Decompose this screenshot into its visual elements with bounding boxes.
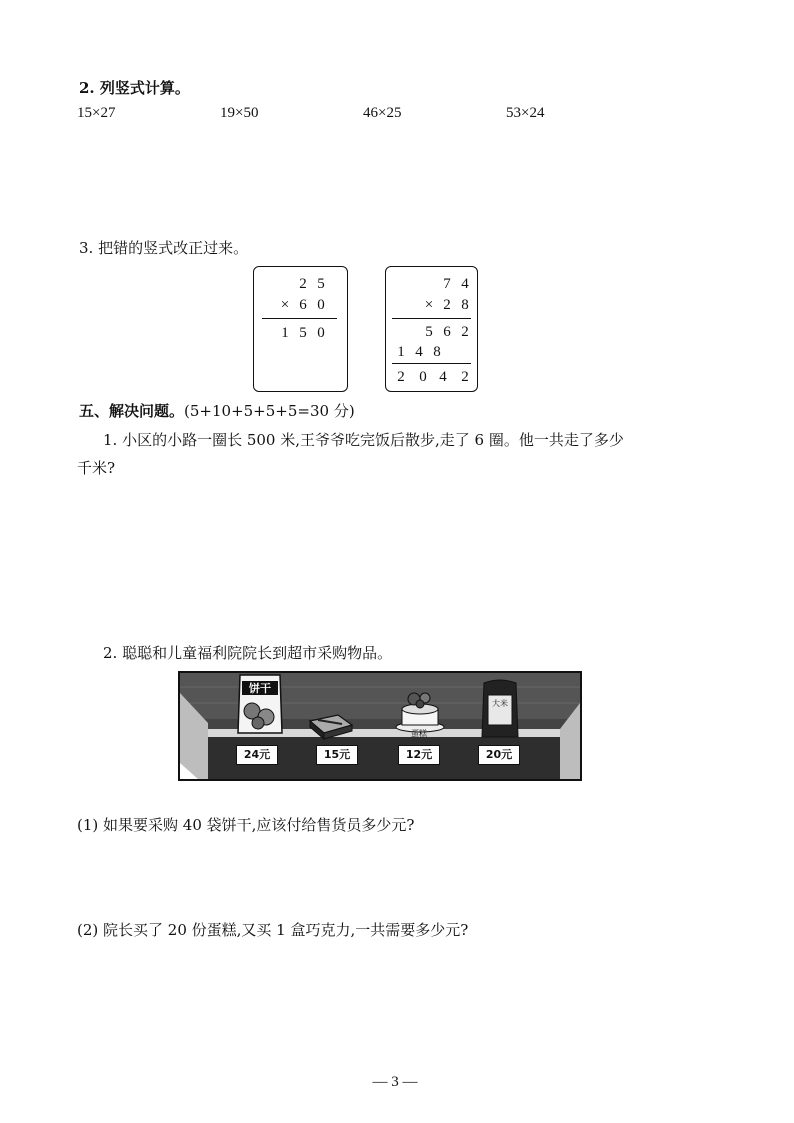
q3-title: 3. 把错的竖式改正过来。 [79,239,249,257]
digit: 2 [461,324,469,340]
price-tag-rice: 20元 [478,745,520,765]
problem-1-line-1: 1. 小区的小路一圈长 500 米,王爷爷吃完饭后散步,走了 6 圈。他一共走了多少 [103,431,624,449]
expr-3: 46×25 [363,105,402,121]
digit: 1 [397,344,405,360]
problem-2-title: 2. 聪聪和儿童福利院院长到超市采购物品。 [103,644,393,662]
digit: 5 [425,324,433,340]
digit: 5 [317,276,325,292]
rice-label: 大米 [492,699,508,708]
calc-line [392,363,471,364]
digit: 2 [299,276,307,292]
price-tag-chocolate: 15元 [316,745,358,765]
cake-icon [394,687,446,733]
vertical-calc-card-1 [253,266,348,392]
expr-1: 15×27 [77,105,116,121]
expr-2: 19×50 [220,105,259,121]
page-number: — 3 — [372,1074,418,1090]
digit: 8 [433,344,441,360]
digit: 4 [415,344,423,360]
digit: 8 [461,297,469,313]
digit: 4 [439,369,447,385]
price-tag-cake: 12元 [398,745,440,765]
biscuit-bag-icon [234,671,286,737]
price-tag-biscuit: 24元 [236,745,278,765]
digit: 6 [443,324,451,340]
expr-4: 53×24 [506,105,545,121]
digit: 2 [461,369,469,385]
digit: 0 [317,325,325,341]
chocolate-box-icon [308,711,354,741]
sub-question-1: (1) 如果要采购 40 袋饼干,应该付给售货员多少元? [77,816,415,834]
digit: × [424,297,434,313]
calc-line [262,318,337,319]
calc-line [392,318,471,319]
digit: 7 [443,276,451,292]
digit: 0 [317,297,325,313]
digit: 2 [397,369,405,385]
q2-title: 2. 列竖式计算。 [79,79,190,97]
digit: 4 [461,276,469,292]
digit: × [280,297,290,313]
rice-bag-icon [480,677,520,739]
digit: 2 [443,297,451,313]
problem-1-line-2: 千米? [77,459,116,477]
supermarket-shelf-illustration [178,671,582,781]
digit: 6 [299,297,307,313]
sub-question-2: (2) 院长买了 20 份蛋糕,又买 1 盒巧克力,一共需要多少元? [77,921,469,939]
biscuit-label: 饼干 [249,682,271,695]
section5-header: 五、解决问题。(5+10+5+5+5=30 分) [79,402,355,420]
vertical-calc-card-2 [385,266,478,392]
digit: 0 [419,369,427,385]
digit: 1 [281,325,289,341]
cake-label: 蛋糕 [411,729,427,738]
digit: 5 [299,325,307,341]
